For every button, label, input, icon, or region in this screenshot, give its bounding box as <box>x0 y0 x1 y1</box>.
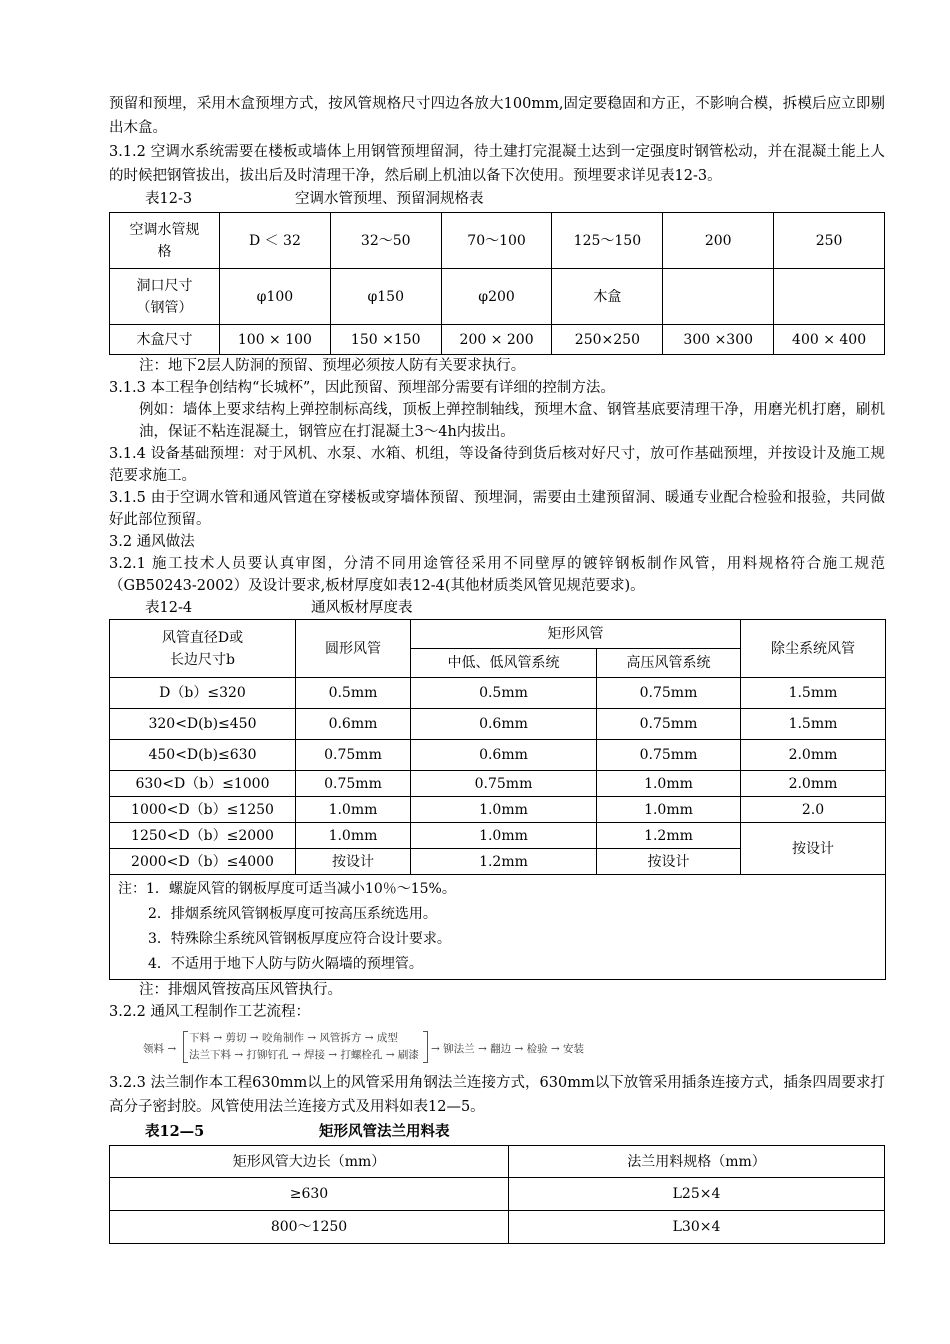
table-cell: 1.0mm <box>411 823 597 849</box>
table-cell: 0.5mm <box>411 678 597 709</box>
table-cell: 70～100 <box>441 213 552 269</box>
table-row <box>110 740 886 771</box>
bracket-right <box>423 1031 428 1063</box>
table-title: 矩形风管法兰用料表 <box>319 1123 450 1140</box>
table-cell: 100 × 100 <box>220 325 331 355</box>
table-cell: 200 × 200 <box>441 325 552 355</box>
table-cell: 200 <box>663 213 774 269</box>
table-cell: 0.75mm <box>411 771 597 797</box>
table-cell: 1000<D（b）≤1250 <box>110 797 296 823</box>
paragraph: 预留和预埋，采用木盒预埋方式，按风管规格尺寸四边各放大100mm,固定要稳固和方正，不影响合模，拆模后应立即剔出木盒。 <box>109 96 885 136</box>
row-header: 木盒尺寸 <box>110 325 220 355</box>
flow-line-1: 下料 → 剪切 → 咬角制作 → 风管拆方 → 成型 <box>189 1032 398 1044</box>
table-number: 表12—5 <box>145 1123 205 1140</box>
flow-start: 领料 → <box>143 1043 177 1055</box>
table-cell: 0.5mm <box>296 678 411 709</box>
document-page <box>109 92 885 1244</box>
note-item: 注：1．螺旋风管的钢板厚度可适当减小10％～15%。 <box>118 881 456 897</box>
table-row <box>110 1178 885 1211</box>
column-header: 圆形风管 <box>296 620 411 678</box>
table-cell: D（b）≤320 <box>110 678 296 709</box>
table-cell: 250 <box>774 213 885 269</box>
column-header: 高压风管系统 <box>597 649 741 678</box>
table-cell: 1.0mm <box>296 797 411 823</box>
table-number: 表12-4 <box>145 600 193 616</box>
column-header: 风管直径D或长边尺寸b <box>110 620 296 678</box>
paragraph: 3.1.4 设备基础预埋：对于风机、水泵、水箱、机组，等设备待到货后核对好尺寸，放可作基础预埋，并按设计及施工规范要求施工。 <box>109 446 885 484</box>
table-cell: 1.2mm <box>411 849 597 875</box>
table-caption <box>109 188 885 210</box>
table-cell: 1.0mm <box>597 771 741 797</box>
table-cell: φ150 <box>330 269 441 325</box>
column-header: 中低、低风管系统 <box>411 649 597 678</box>
paragraph: 3.1.5 由于空调水管和通风管道在穿楼板或穿墙体预留、预埋洞，需要由土建预留洞、暖通专业配合检验和报验，共同做好此部位预留。 <box>109 490 885 528</box>
table-row <box>110 771 886 797</box>
table-cell: 0.75mm <box>296 740 411 771</box>
table-cell: 630<D（b）≤1000 <box>110 771 296 797</box>
table-cell: 400 × 400 <box>774 325 885 355</box>
table-cell: 按设计 <box>597 849 741 875</box>
flow-end: → 铆法兰 → 翻边 → 检验 → 安装 <box>431 1043 585 1055</box>
table-cell: L25×4 <box>509 1178 885 1211</box>
row-header: 空调水管规格 <box>110 213 220 269</box>
table-row <box>110 1211 885 1244</box>
process-flow-diagram <box>109 1029 885 1065</box>
table-cell: D ＜ 32 <box>220 213 331 269</box>
table-row <box>110 797 886 823</box>
table-cell: 1.2mm <box>597 823 741 849</box>
table-notes <box>110 875 886 980</box>
table-cell: 0.6mm <box>296 709 411 740</box>
paragraph: 例如：墙体上要求结构上弹控制标高线，顶板上弹控制轴线，预埋木盒、钢管基底要清理干净，用磨光机打磨，刷机油，保证不粘连混凝土，钢管应在打混凝土3～4h内拔出。 <box>139 402 885 440</box>
row-header: 洞口尺寸（钢管） <box>110 269 220 325</box>
sheet-thickness-table <box>109 619 886 980</box>
table-cell: 125～150 <box>552 213 663 269</box>
note-item: 4．不适用于地下人防与防火隔墙的预埋管。 <box>148 956 423 972</box>
table-cell: 0.75mm <box>597 740 741 771</box>
table-cell: 2.0mm <box>741 771 886 797</box>
bracket-left <box>183 1031 188 1063</box>
table-note: 注：排烟风管按高压风管执行。 <box>139 982 342 998</box>
table-cell: 320<D(b)≤450 <box>110 709 296 740</box>
table-cell: L30×4 <box>509 1211 885 1244</box>
paragraph: 3.2.1 施工技术人员要认真审图，分清不同用途管径采用不同壁厚的镀锌钢板制作风管，用料规格符合施工规范（GB50243-2002）及设计要求,板材厚度如表12-4(其他材质类风管见规范要求)。 <box>109 556 885 594</box>
table-cell: 2.0 <box>741 797 886 823</box>
column-header: 矩形风管 <box>411 620 741 649</box>
table-cell: 0.75mm <box>597 678 741 709</box>
table-cell: 32～50 <box>330 213 441 269</box>
note-item: 3．特殊除尘系统风管钢板厚度应符合设计要求。 <box>148 931 451 947</box>
table-cell: 木盒 <box>552 269 663 325</box>
table-cell: 0.75mm <box>597 709 741 740</box>
table-row <box>110 709 886 740</box>
table-cell: 按设计 <box>296 849 411 875</box>
table-cell: 0.75mm <box>296 771 411 797</box>
table-cell: 按设计 <box>741 823 886 875</box>
table-row <box>110 823 886 849</box>
table-title: 通风板材厚度表 <box>311 600 413 616</box>
table-notes-row <box>110 875 886 980</box>
table-cell: 1.0mm <box>296 823 411 849</box>
table-cell: 1.5mm <box>741 678 886 709</box>
table-cell: 2000<D（b）≤4000 <box>110 849 296 875</box>
table-cell: 300 ×300 <box>663 325 774 355</box>
table-caption <box>109 597 885 619</box>
flow-line-2: 法兰下料 → 打铆钉孔 → 焊接 → 打螺栓孔 → 刷漆 <box>189 1049 419 1061</box>
table-cell: 800～1250 <box>110 1211 509 1244</box>
table-cell: 150 ×150 <box>330 325 441 355</box>
table-cell: 250×250 <box>552 325 663 355</box>
table-cell: φ100 <box>220 269 331 325</box>
table-cell: 0.6mm <box>411 709 597 740</box>
pipe-embed-table <box>109 212 885 355</box>
table-cell <box>774 269 885 325</box>
flange-material-table <box>109 1145 885 1244</box>
table-cell: 0.6mm <box>411 740 597 771</box>
table-cell: φ200 <box>441 269 552 325</box>
table-cell: 1.0mm <box>597 797 741 823</box>
column-header: 矩形风管大边长（mm） <box>110 1146 509 1178</box>
table-cell: 1.0mm <box>411 797 597 823</box>
table-title: 空调水管预埋、预留洞规格表 <box>295 191 484 207</box>
table-cell: 1250<D（b）≤2000 <box>110 823 296 849</box>
table-caption <box>109 1121 885 1143</box>
column-header: 除尘系统风管 <box>741 620 886 678</box>
paragraph: 3.1.3 本工程争创结构“长城杯”，因此预留、预埋部分需要有详细的控制方法。 <box>109 380 615 396</box>
table-number: 表12-3 <box>145 191 193 207</box>
paragraph: 3.1.2 空调水系统需要在楼板或墙体上用钢管预埋留洞，待土建打完混凝土达到一定强度时钢管松动，并在混凝土能上人的时候把钢管拔出，拔出后及时清理干净，然后刷上机油以备下次使用。预埋要求详见表12-3。 <box>109 144 885 184</box>
table-cell: 2.0mm <box>741 740 886 771</box>
table-row <box>110 678 886 709</box>
note-item: 2．排烟系统风管钢板厚度可按高压系统选用。 <box>148 906 437 922</box>
table-cell: ≥630 <box>110 1178 509 1211</box>
section-heading: 3.2 通风做法 <box>109 534 195 550</box>
table-cell: 1.5mm <box>741 709 886 740</box>
paragraph: 3.2.2 通风工程制作工艺流程： <box>109 1004 311 1020</box>
table-note: 注：地下2层人防洞的预留、预埋必须按人防有关要求执行。 <box>139 358 526 374</box>
paragraph: 3.2.3 法兰制作本工程630mm以上的风管采用角钢法兰连接方式，630mm以下放管采用插条连接方式，插条四周要求打高分子密封胶。风管使用法兰连接方式及用料如表12—5。 <box>109 1075 885 1115</box>
column-header: 法兰用料规格（mm） <box>509 1146 885 1178</box>
table-cell: 450<D(b)≤630 <box>110 740 296 771</box>
table-cell <box>663 269 774 325</box>
